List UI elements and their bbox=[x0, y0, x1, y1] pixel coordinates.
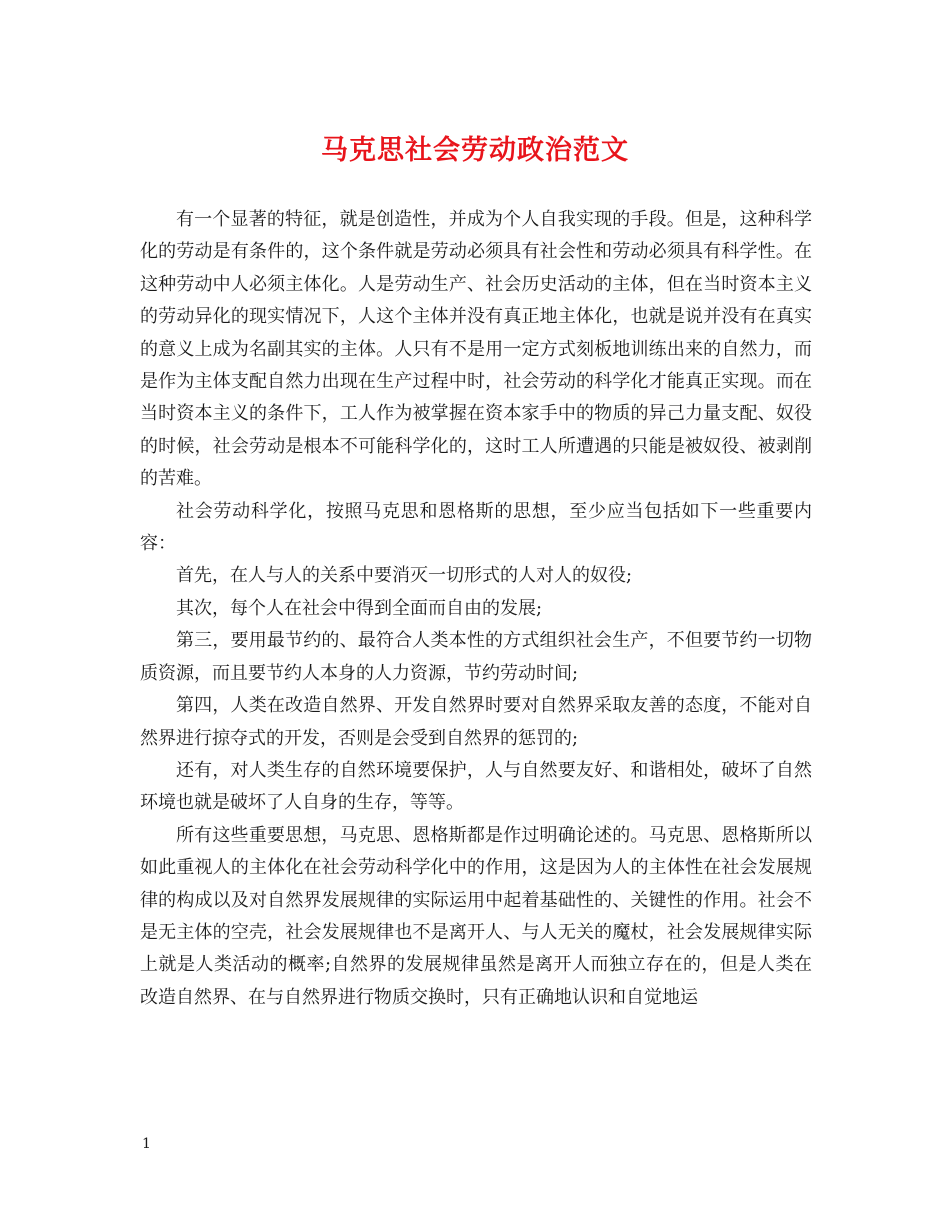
paragraph-3: 首先，在人与人的关系中要消灭一切形式的人对人的奴役; bbox=[176, 565, 633, 587]
paragraph-6: 第四，人类在改造自然界、开发自然界时要对自然界采取友善的态度，不能对自然界进行掠夺式的开发，否则是会受到自然界的惩罚的; bbox=[140, 695, 812, 749]
paragraph-8: 所有这些重要思想，马克思、恩格斯都是作过明确论述的。马克思、恩格斯所以如此重视人的主体化在社会劳动科学化中的作用，这是因为人的主体性在社会发展规律的构成以及对自然界发展规律的实际运用中起着基础性的、关键性的作用。社会不是无主体的空壳，社会发展规律也不是离开人、与人无关的魔杖，社会发展规律实际上就是人类活动的概率;自然界的发展规律虽然是离开人而独立存在的，但是人类在改造自然界、在与自然界进行物质交换时，只有正确地认识和自觉地运 bbox=[140, 824, 812, 1008]
document-title: 马克思社会劳动政治范文 bbox=[321, 135, 629, 166]
paragraph-7: 还有，对人类生存的自然环境要保护，人与自然要友好、和谐相处，破坏了自然环境也就是破坏了人自身的生存，等等。 bbox=[140, 759, 812, 814]
paragraph-4: 其次，每个人在社会中得到全面而自由的发展; bbox=[176, 597, 543, 619]
paragraph-2: 社会劳动科学化，按照马克思和恩格斯的思想，至少应当包括如下一些重要内容： bbox=[140, 500, 812, 555]
paragraph-1: 有一个显著的特征，就是创造性，并成为个人自我实现的手段。但是，这种科学化的劳动是有条件的，这个条件就是劳动必须具有社会性和劳动必须具有科学性。在这种劳动中人必须主体化。人是劳动生产、社会历史活动的主体，但在当时资本主义的劳动异化的现实情况下，人这个主体并没有真正地主体化，也就是说并没有在真实的意义上成为名副其实的主体。人只有不是用一定方式刻板地训练出来的自然力，而是作为主体支配自然力出现在生产过程中时，社会劳动的科学化才能真正实现。而在当时资本主义的条件下，工人作为被掌握在资本家手中的物质的异己力量支配、奴役的时候，社会劳动是根本不可能科学化的，这时工人所遭遇的只能是被奴役、被剥削的苦难。 bbox=[140, 209, 812, 490]
paragraph-5: 第三，要用最节约的、最符合人类本性的方式组织社会生产，不但要节约一切物质资源，而且要节约人本身的人力资源，节约劳动时间; bbox=[140, 630, 812, 684]
document-body bbox=[140, 204, 812, 1014]
page-number: 1 bbox=[142, 1136, 151, 1152]
